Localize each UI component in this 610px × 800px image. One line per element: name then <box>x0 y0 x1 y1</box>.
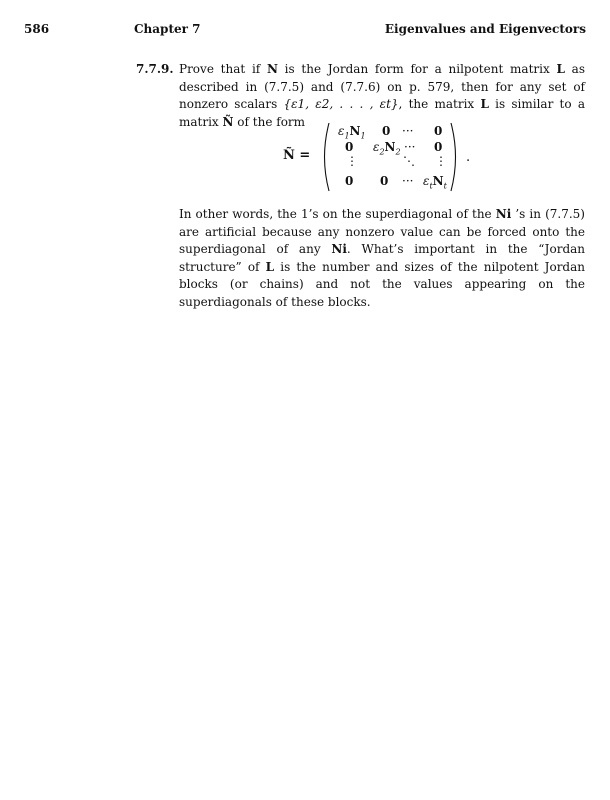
matrix-entry: ··· <box>404 140 416 154</box>
exercise-remark <box>179 206 585 312</box>
matrix-entry: ⋮ <box>346 154 358 168</box>
matrix-symbol: Ñ <box>222 114 234 129</box>
matrix-entry: 0 <box>382 124 391 138</box>
page-number: 586 <box>24 22 50 36</box>
matrix-entry: 0 <box>345 140 354 154</box>
matrix-entry: ⋮ <box>435 154 447 168</box>
matrix-entry: $\varepsilon_2N_2$ <box>373 140 401 157</box>
chapter-label: Chapter 7 <box>134 22 201 36</box>
matrix-entry: $\varepsilon_1N_1$ <box>338 124 366 141</box>
text-run: . What’s important in the “Jordan structure” of <box>179 242 586 274</box>
matrix-symbol: N <box>266 62 278 76</box>
text-run: Prove that if <box>179 62 267 76</box>
text-run: is the Jordan form for a nilpotent matrix <box>277 62 557 76</box>
matrix-entry: 0 <box>380 174 389 188</box>
text-run: , the matrix <box>398 97 481 112</box>
matrix-entry: ··· <box>402 124 414 138</box>
matrix-symbol: L <box>265 259 275 274</box>
matrix-entry: 0 <box>434 124 443 138</box>
text-run: ’s in (7.7.5) are artificial because any nonzero value can be forced onto the superdiagonal of any <box>179 207 585 257</box>
matrix-entry: ⋱ <box>403 154 415 168</box>
text-run: is the number and sizes of the nilpotent Jordan blocks (or chains) and not the values appearing on the superdiagonals of these blocks. <box>179 259 586 309</box>
equation-lhs: Ñ = <box>283 148 311 163</box>
exercise-number: 7.7.9. <box>136 62 174 76</box>
text-run: of the form <box>233 114 306 129</box>
matrix-entry: ··· <box>402 174 414 188</box>
matrix-symbol: Ni <box>331 242 347 257</box>
matrix-symbol: L <box>480 97 489 112</box>
scalar-set: {ε1, ε2, . . . , εt} <box>283 97 399 112</box>
matrix-entry: 0 <box>434 140 443 154</box>
text-run: In other words, the 1’s on the superdiagonal of the <box>179 207 496 221</box>
matrix-symbol: L <box>556 62 565 76</box>
matrix-entry: 0 <box>345 174 354 188</box>
matrix-entry: $\varepsilon_tN_t$ <box>423 174 447 191</box>
running-title: Eigenvalues and Eigenvectors <box>384 22 586 36</box>
equation-period: . <box>466 150 471 165</box>
text-run: is similar to a matrix <box>179 97 585 129</box>
matrix-symbol: Ni <box>495 207 512 221</box>
text-run: as described in (7.7.5) and (7.7.6) on p. 579, then for any set of nonzero scalars <box>179 62 585 112</box>
